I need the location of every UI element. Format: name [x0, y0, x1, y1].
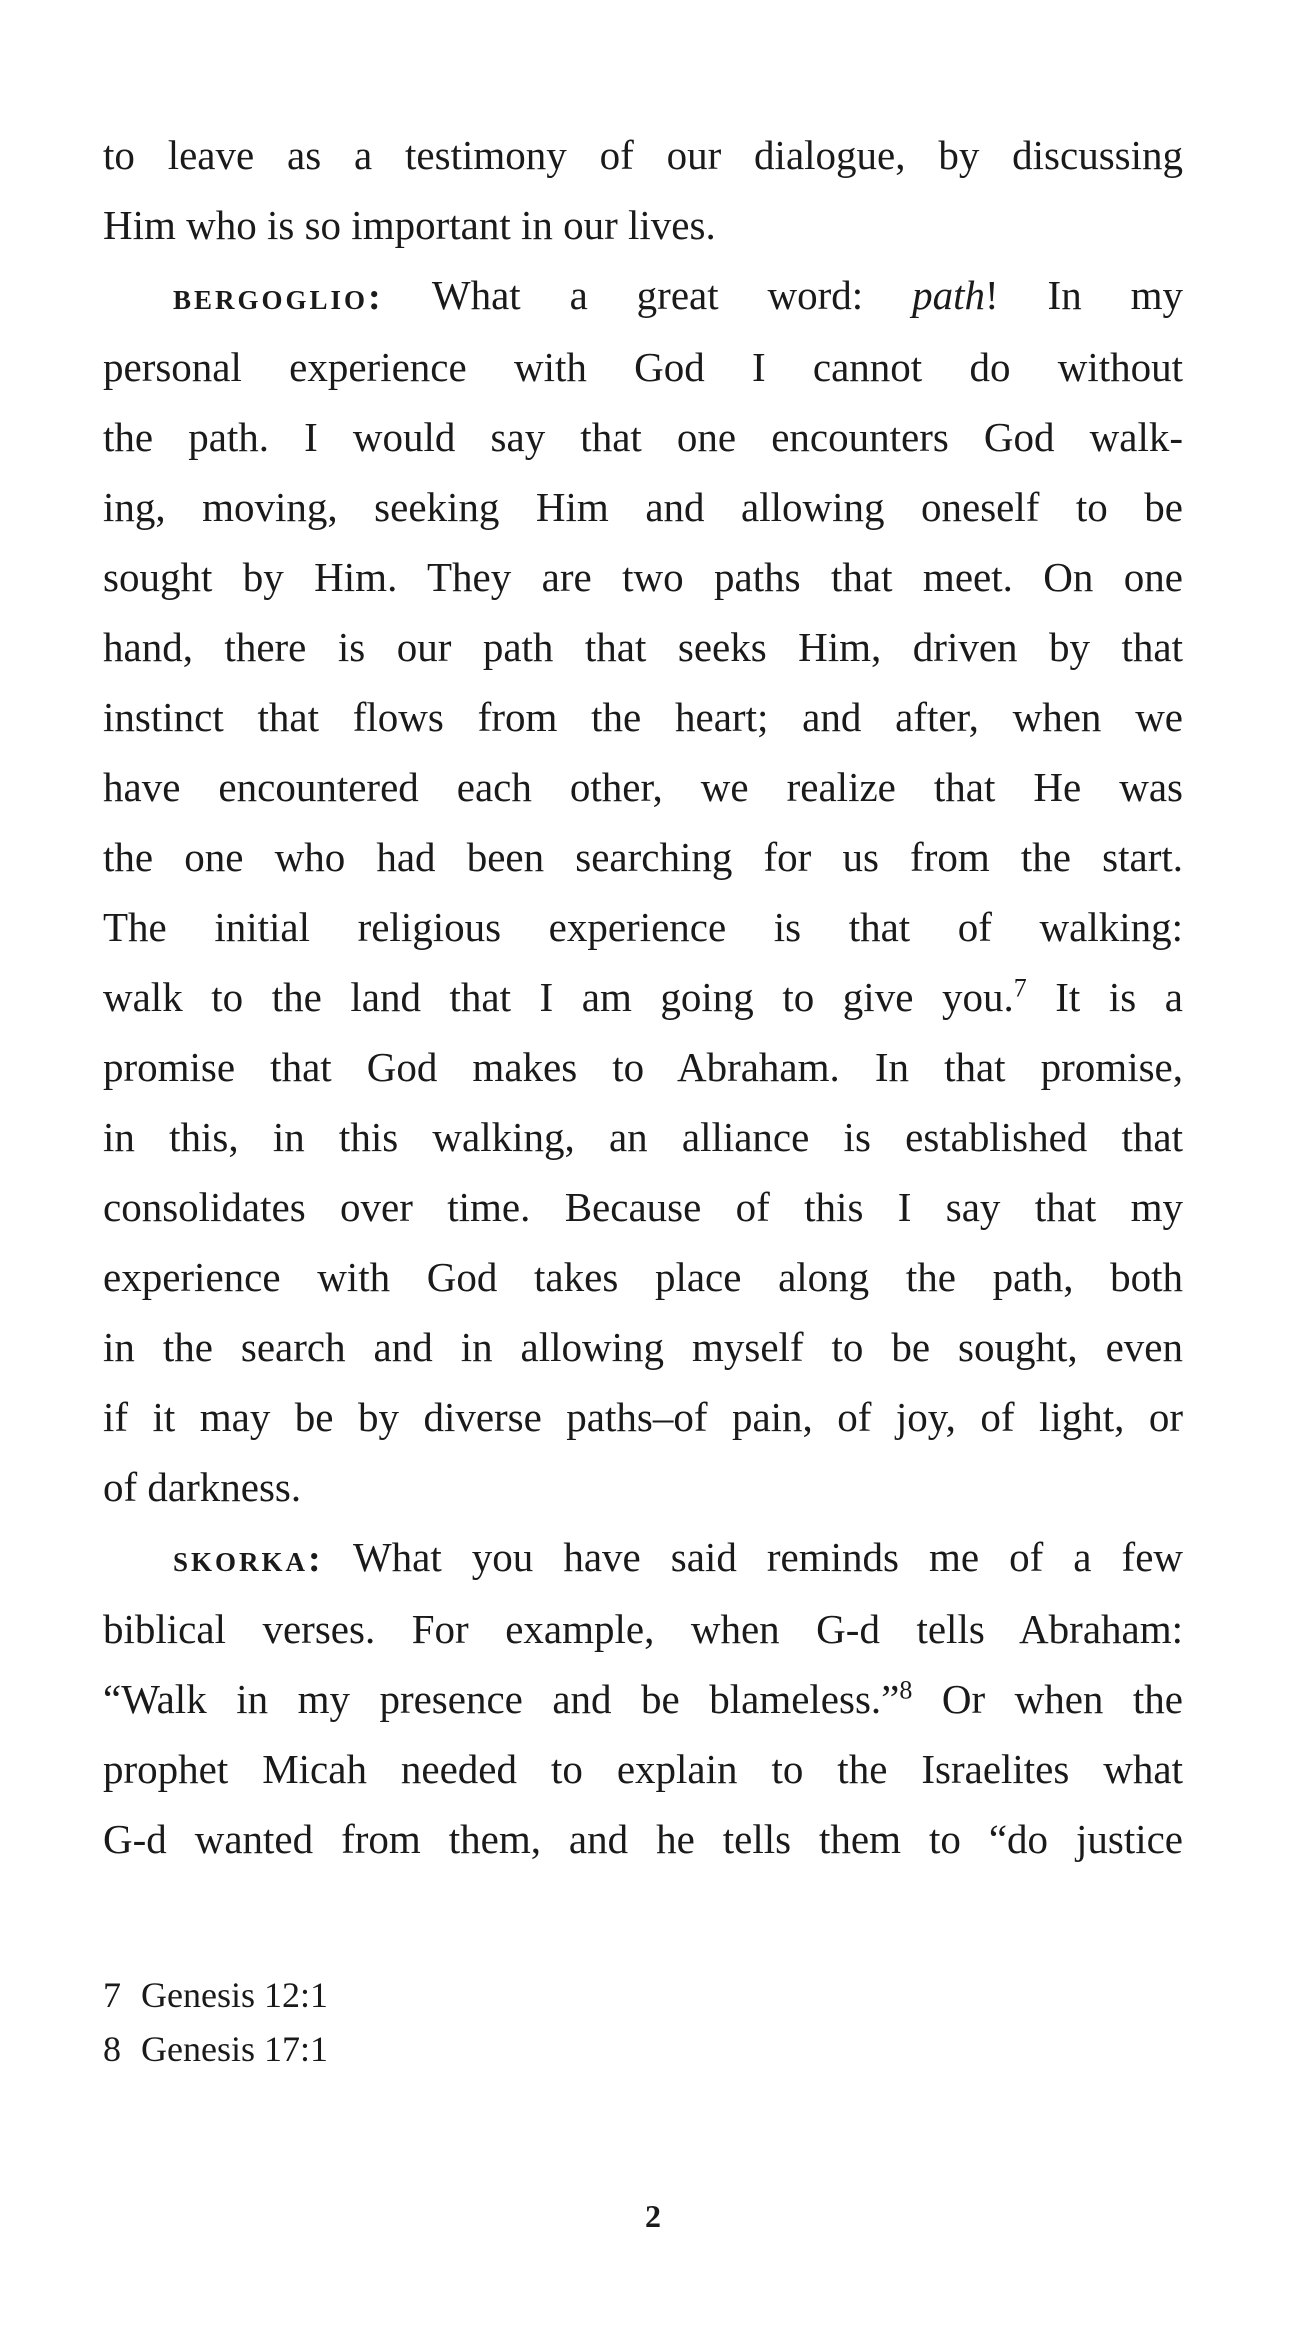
text-line: personal experience with God I cannot do without: [103, 344, 1183, 390]
footnote-number: 8: [103, 2029, 121, 2069]
text-line: the one who had been searching for us from the start.: [103, 834, 1183, 880]
text-fragment: What you have said reminds me of a few: [352, 1534, 1184, 1580]
text-fragment: ! In my: [984, 272, 1183, 318]
bergoglio-paragraph-start: [103, 260, 1183, 332]
text-line: if it may be by diverse paths–of pain, of joy, of light, or: [103, 1394, 1183, 1440]
text-line: hand, there is our path that seeks Him, driven by that: [103, 624, 1183, 670]
text-line: to leave as a testimony of our dialogue, by discussing: [103, 132, 1183, 178]
text-line: consolidates over time. Because of this I say that my: [103, 1184, 1183, 1230]
text-line: in this, in this walking, an alliance is established that: [103, 1114, 1183, 1160]
text-line: experience with God takes place along the path, both: [103, 1254, 1183, 1300]
text-line: The initial religious experience is that of walking:: [103, 904, 1183, 950]
text-line: Him who is so important in our lives.: [103, 202, 716, 248]
text-fragment: It is a: [1026, 974, 1183, 1020]
footnotes: [103, 1968, 703, 2076]
text-line: biblical verses. For example, when G-d tells Abraham:: [103, 1606, 1183, 1652]
text-fragment: What a great word:: [431, 272, 864, 318]
text-fragment: walk to the land that I am going to give you.: [103, 974, 1014, 1020]
footnote-8: [103, 2022, 703, 2076]
skorka-paragraph-start: [103, 1522, 1183, 1594]
text-line: sought by Him. They are two paths that meet. On one: [103, 554, 1183, 600]
text-line: the path. I would say that one encounters God walk-: [103, 414, 1183, 460]
text-line: of darkness.: [103, 1464, 302, 1510]
text-line-with-footnote: [103, 1664, 1183, 1734]
text-fragment: “Walk in my presence and be blameless.”: [103, 1676, 900, 1722]
footnote-7: [103, 1968, 703, 2022]
footnote-ref-7[interactable]: 7: [1013, 973, 1027, 1003]
footnote-text: Genesis 12:1: [141, 1975, 328, 2015]
footnote-text: Genesis 17:1: [141, 2029, 328, 2069]
text-line-with-footnote: [103, 962, 1183, 1032]
text-line: in the search and in allowing myself to be sought, even: [103, 1324, 1183, 1370]
page-number: 2: [645, 2198, 661, 2234]
text-line: promise that God makes to Abraham. In that promise,: [103, 1044, 1183, 1090]
main-text: [103, 120, 1183, 1874]
text-line: instinct that flows from the heart; and after, when we: [103, 694, 1183, 740]
footnote-number: 7: [103, 1975, 121, 2015]
text-line: prophet Micah needed to explain to the Israelites what: [103, 1746, 1183, 1792]
emphasis-word: path: [912, 272, 985, 318]
footnote-ref-8[interactable]: 8: [899, 1675, 913, 1705]
text-fragment: Or when the: [912, 1676, 1183, 1722]
text-line: G-d wanted from them, and he tells them to “do justice: [103, 1816, 1183, 1862]
speaker-label-bergoglio: bergoglio:: [173, 276, 384, 318]
text-line: ing, moving, seeking Him and allowing oneself to be: [103, 484, 1183, 530]
speaker-label-skorka: skorka:: [173, 1538, 324, 1580]
text-line: have encountered each other, we realize that He was: [103, 764, 1183, 810]
